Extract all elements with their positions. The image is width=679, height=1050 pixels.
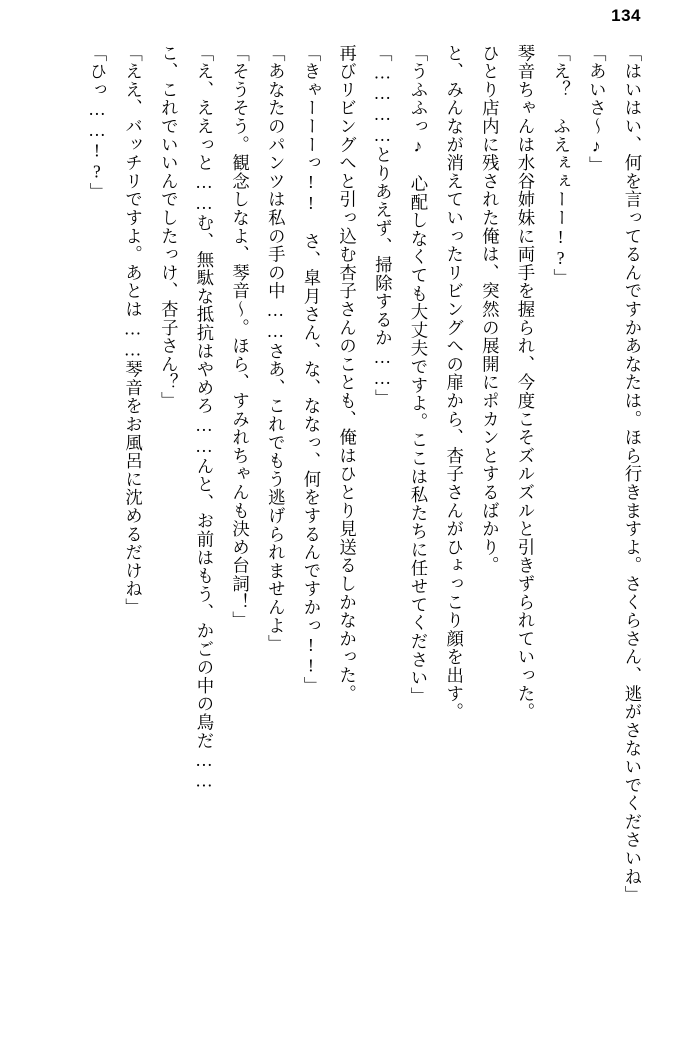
paragraph: 「え？ ふえぇぇーー!?」 [550,44,571,288]
paragraph: 「え、ええっと……む、無駄な抵抗はやめろ……んと、お前はもう、かごの中の鳥だ…… [193,44,214,792]
paragraph: 再びリビングへと引っ込む杏子さんのことも、俺はひとり見送るしかなかった。 [336,44,357,703]
page-number: 134 [611,6,641,25]
paragraph: 「…………とりあえず、掃除するか……」 [372,44,393,408]
paragraph: 「あいさ～♪」 [586,44,607,175]
paragraph: ひとり店内に残された俺は、突然の展開にポカンとするばかり。 [479,44,500,575]
paragraph: 「あなたのパンツは私の手の中……さあ、これでもう逃げられませんよ」 [265,44,286,654]
paragraph: こ、これでいいんでしたっけ、杏子さん？」 [158,44,179,410]
paragraph: 「ええ、バッチリですよ。あとは……琴音をお風呂に沈めるだけね」 [122,44,143,617]
paragraph: 琴音ちゃんは水谷姉妹に両手を握られ、今度こそズルズルと引きずられていった。 [514,44,535,722]
paragraph: と、みんなが消えていったリビングへの扉から、杏子さんがひょっこり顔を出す。 [443,44,464,722]
paragraph: 「ひっ……!?」 [86,44,107,201]
paragraph: 「うふふっ♪ 心配しなくても大丈夫ですよ。ここは私たちに任せてください」 [407,44,428,706]
page-body-text [22,44,649,1020]
paragraph: 「はいはい、何を言ってるんですかあなたは。ほら行きますよ。さくらさん、逃がさないでくださいね」 [622,44,642,905]
paragraph: 「きゃーーーっ!! さ、皐月さん、な、ななっ、何をするんですかっ!!」 [300,44,321,695]
paragraph: 「そうそう。観念しなよ、琴音～。ほら、すみれちゃんも決め台詞！」 [229,44,250,630]
